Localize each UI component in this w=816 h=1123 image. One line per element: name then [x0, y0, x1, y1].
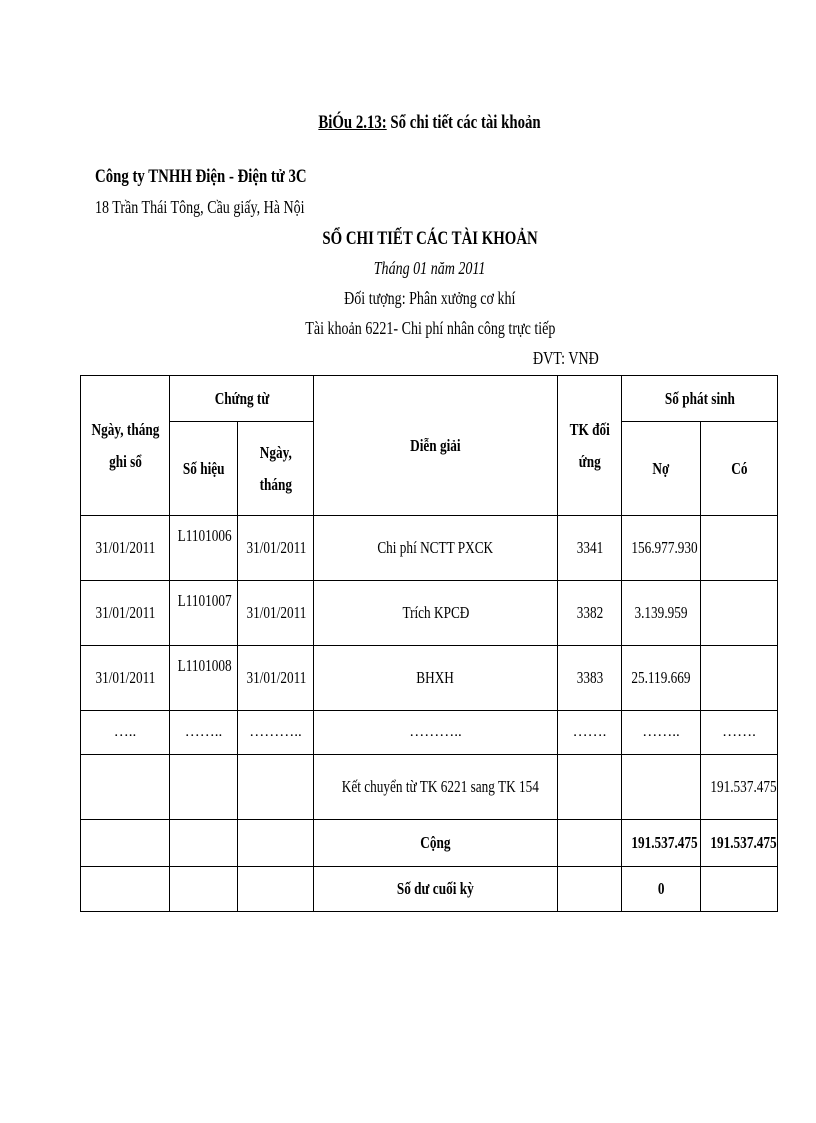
header-debit: Nợ — [622, 422, 701, 516]
table-row — [81, 516, 778, 581]
row-credit: ……. — [701, 711, 778, 755]
row-voucher-no: …….. — [170, 711, 238, 755]
row-voucher-no: L1101008 — [170, 646, 238, 711]
currency-unit: ĐVT: VNĐ — [533, 348, 599, 368]
row-voucher-no: L1101006 — [170, 516, 238, 581]
table-row — [81, 581, 778, 646]
header-contra-account: TK đối ứng — [558, 376, 622, 516]
book-period: Tháng 01 năm 2011 — [374, 258, 486, 278]
row-description: ……….. — [314, 711, 558, 755]
transfer-description: Kết chuyển từ TK 6221 sang TK 154 — [314, 755, 558, 820]
header-date: Ngày, tháng ghi sổ — [81, 376, 170, 516]
row-debit: 25.119.669 — [622, 646, 701, 711]
row-credit — [701, 581, 778, 646]
company-address: 18 Trần Thái Tông, Cầu giấy, Hà Nội — [95, 197, 305, 217]
header-voucher-date: Ngày, tháng — [238, 422, 314, 516]
row-debit: 156.977.930 — [622, 516, 701, 581]
company-name: Công ty TNHH Điện - Điện tử 3C — [95, 166, 307, 187]
transfer-credit: 191.537.475 — [701, 755, 778, 820]
closing-label: Số dư cuối kỳ — [314, 867, 558, 912]
row-date: ….. — [81, 711, 170, 755]
document-title — [0, 112, 816, 134]
row-voucher-no: L1101007 — [170, 581, 238, 646]
book-title: SỔ CHI TIẾT CÁC TÀI KHOẢN — [322, 228, 538, 249]
row-debit: …….. — [622, 711, 701, 755]
row-credit — [701, 516, 778, 581]
header-arising: Số phát sinh — [622, 376, 778, 422]
row-voucher-date: ……….. — [238, 711, 314, 755]
header-credit: Có — [701, 422, 778, 516]
header-voucher-no: Số hiệu — [170, 422, 238, 516]
row-description: BHXH — [314, 646, 558, 711]
row-voucher-date: 31/01/2011 — [238, 581, 314, 646]
row-voucher-date: 31/01/2011 — [238, 516, 314, 581]
book-account: Tài khoản 6221- Chi phí nhân công trực tiếp — [304, 318, 556, 338]
row-voucher-date: 31/01/2011 — [238, 646, 314, 711]
row-contra: 3383 — [558, 646, 622, 711]
book-subject: Đối tượng: Phân xưởng cơ khí — [344, 288, 516, 308]
table-row-ellipsis — [81, 711, 778, 755]
row-contra: ……. — [558, 711, 622, 755]
closing-debit: 0 — [622, 867, 701, 912]
row-date: 31/01/2011 — [81, 581, 170, 646]
ledger-table — [80, 375, 778, 912]
row-description: Trích KPCĐ — [314, 581, 558, 646]
row-credit — [701, 646, 778, 711]
total-label: Cộng — [314, 820, 558, 867]
total-row — [81, 820, 778, 867]
total-debit: 191.537.475 — [622, 820, 701, 867]
title-prefix: BiÓu 2.13: — [318, 112, 388, 133]
transfer-row — [81, 755, 778, 820]
row-debit: 3.139.959 — [622, 581, 701, 646]
row-date: 31/01/2011 — [81, 516, 170, 581]
table-row — [81, 646, 778, 711]
row-contra: 3382 — [558, 581, 622, 646]
row-contra: 3341 — [558, 516, 622, 581]
header-description: Diễn giải — [314, 376, 558, 516]
closing-balance-row — [81, 867, 778, 912]
row-date: 31/01/2011 — [81, 646, 170, 711]
row-description: Chi phí NCTT PXCK — [314, 516, 558, 581]
header-voucher: Chứng từ — [170, 376, 314, 422]
title-suffix: Sổ chi tiết các tài khoản — [387, 112, 542, 133]
total-credit: 191.537.475 — [701, 820, 778, 867]
